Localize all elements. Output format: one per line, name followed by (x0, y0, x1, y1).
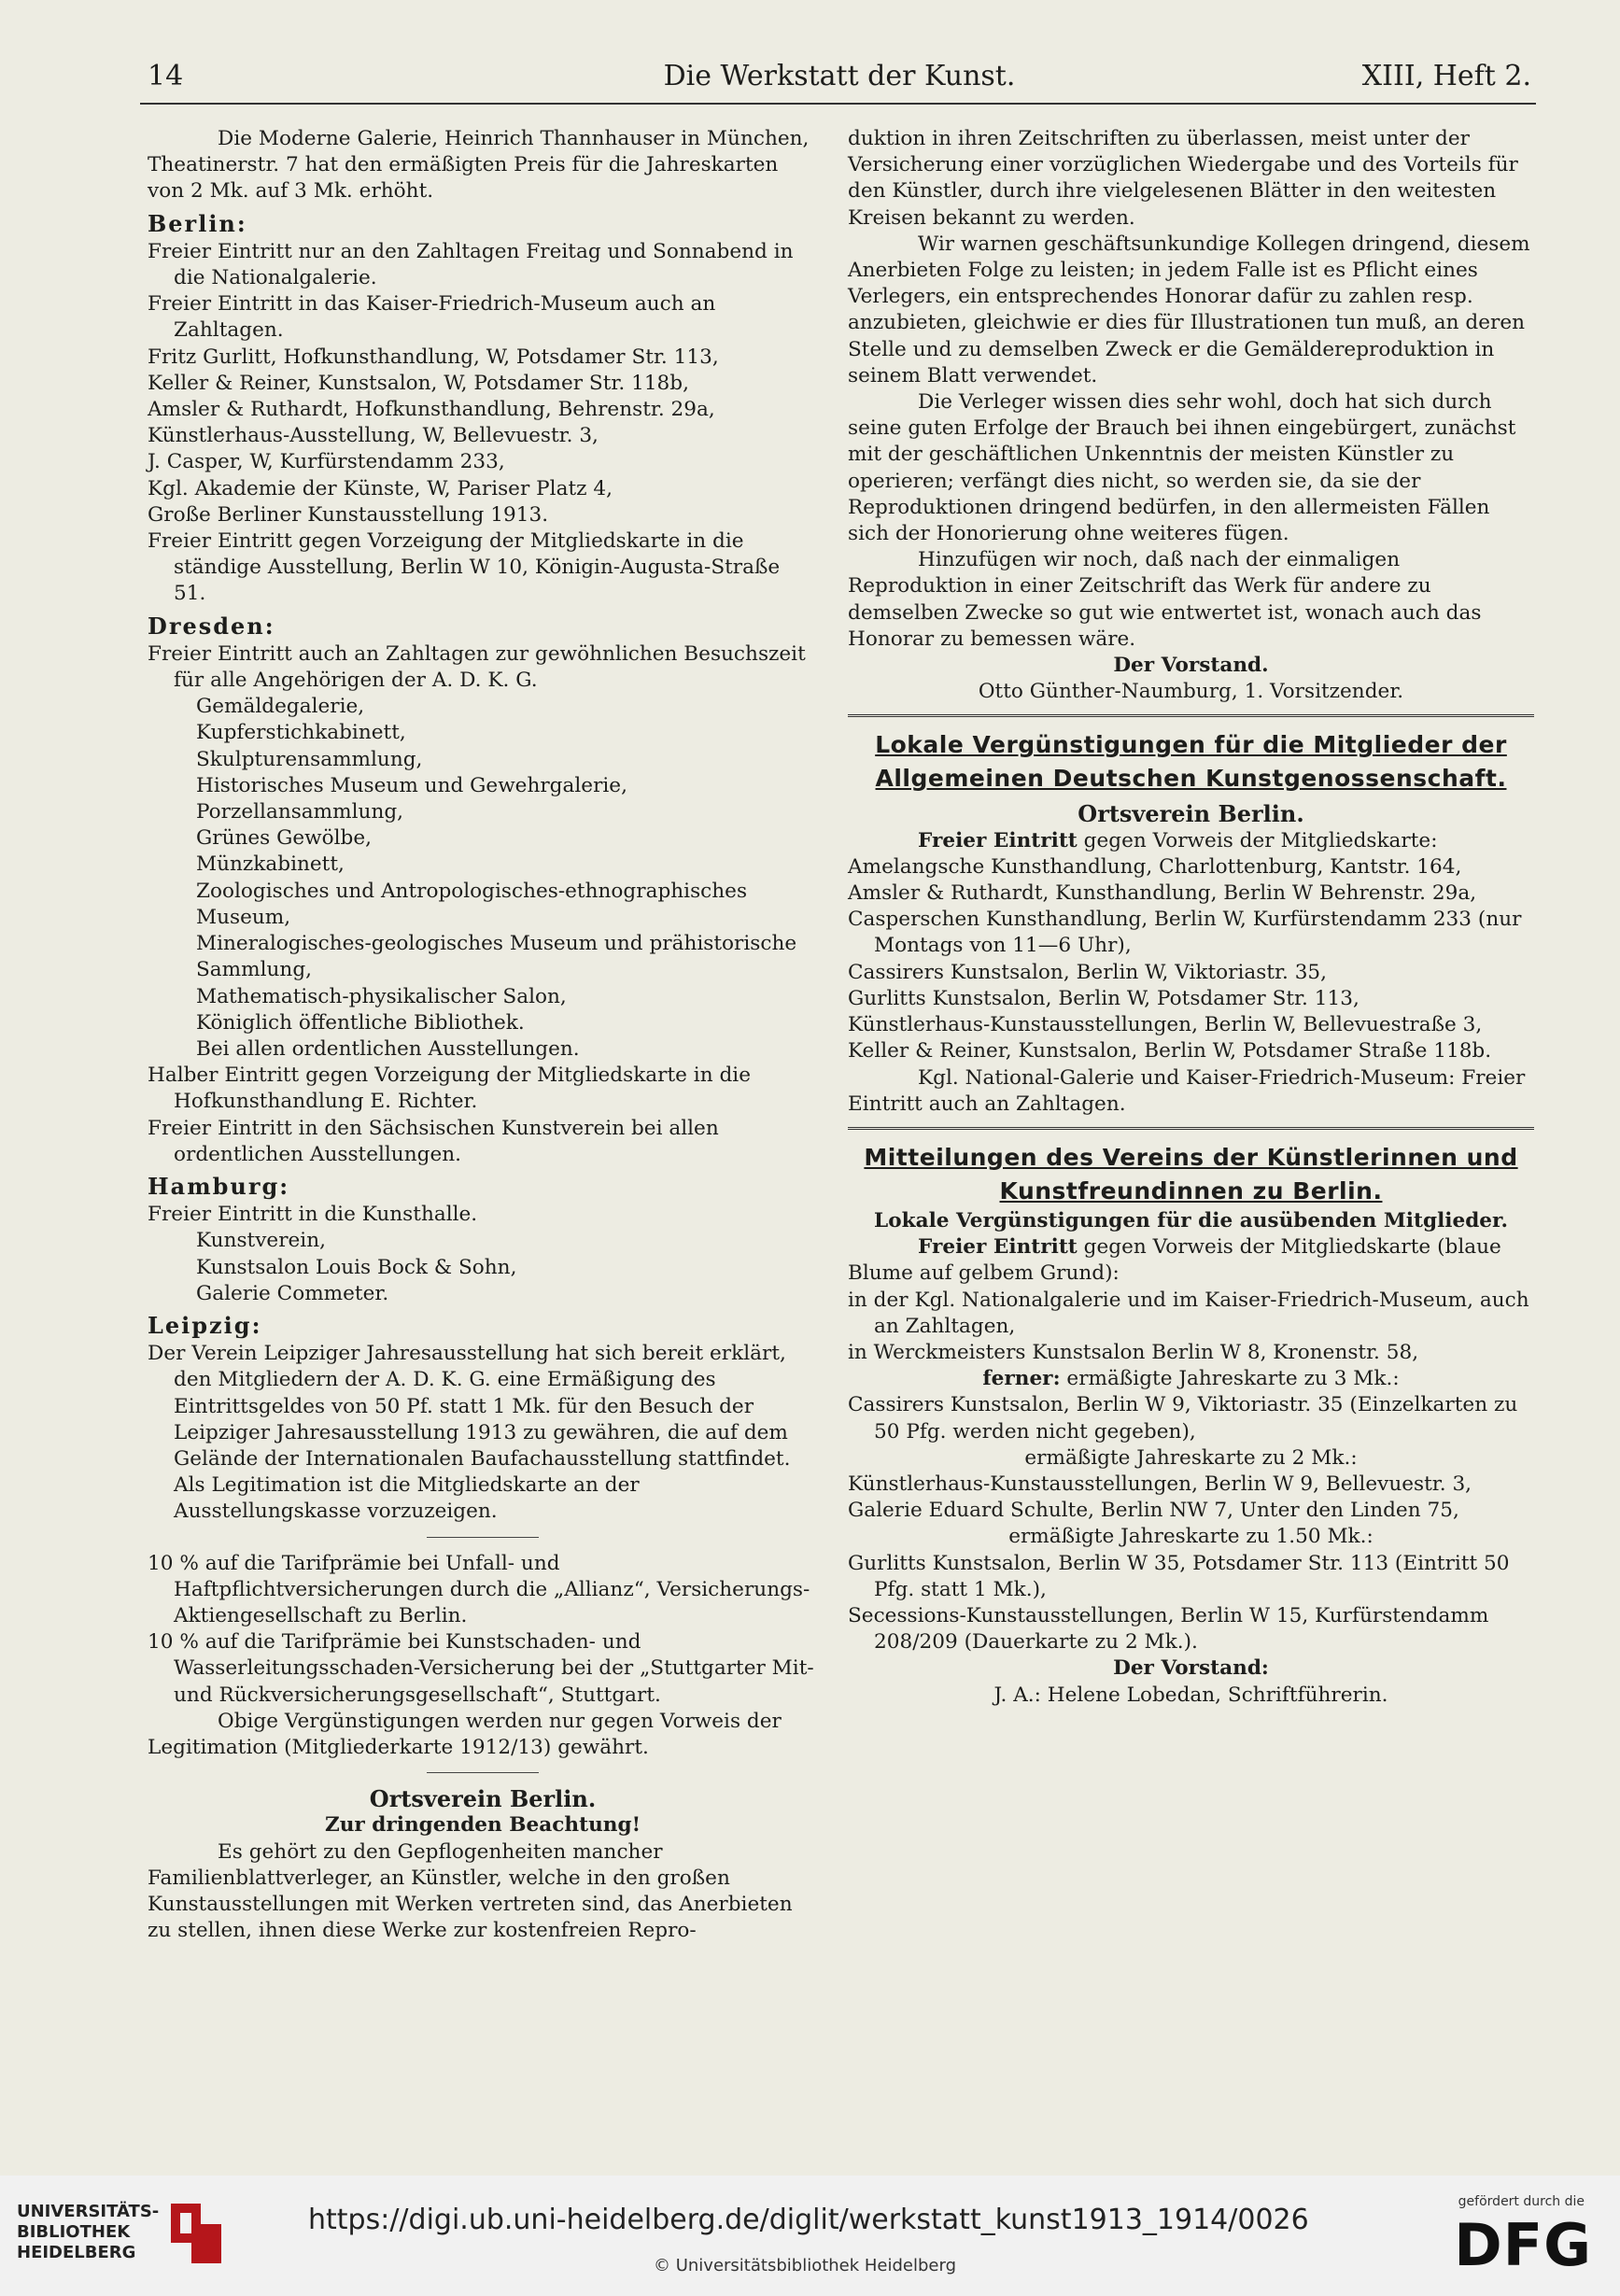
page-number: 14 (148, 60, 184, 92)
double-rule (848, 1127, 1534, 1130)
double-rule (848, 714, 1534, 717)
berlin-item: Keller & Reiner, Kunstsalon, W, Potsdamer Str. 118b, (148, 371, 689, 395)
library-logo-text: UNIVERSITÄTS- BIBLIOTHEK HEIDELBERG (17, 2202, 160, 2262)
signature-heading: Der Vorstand. (1113, 654, 1269, 678)
board-signature: J. A.: Helene Lobedan, Schriftführerin. (993, 1683, 1388, 1707)
ortsverein-heading: Ortsverein Berlin. (369, 1785, 597, 1813)
dresden-item: Kupferstichkabinett, (196, 721, 406, 745)
venue-item: in der Kgl. Nationalgalerie und im Kaiser-Friedrich-Museum, auch an Zahltagen, (848, 1288, 1529, 1338)
article-paragraph: Hinzufügen wir noch, daß nach der einmaligen Reproduktion in einer Zeitschrift das Werk für andere zu demselben Zwecke so gut wie entwertet ist, wonach auch das Honorar zu bemessen wäre. (848, 548, 1482, 651)
venue-note: Kgl. National-Galerie und Kaiser-Friedrich-Museum: Freier Eintritt auch an Zahltagen. (848, 1065, 1526, 1116)
free-entry-label: Freier Eintritt (918, 828, 1078, 852)
venue-item: Künstlerhaus-Kunstausstellungen, Berlin W 9, Bellevuestr. 3, (848, 1472, 1472, 1496)
section-title: Lokale Vergünstigungen für die Mitglieder der (875, 731, 1507, 759)
venue-item: Cassirers Kunstsalon, Berlin W 9, Viktoriastr. 35 (Einzelkarten zu 50 Pfg. werden nicht gegeben), (848, 1393, 1518, 1444)
leipzig-heading: Leipzig: (148, 1311, 262, 1339)
further-text: ermäßigte Jahreskarte zu 3 Mk.: (1060, 1367, 1400, 1391)
dresden-item: Mineralogisches-geologisches Museum und prähistorische Sammlung, (196, 932, 797, 982)
hamburg-item: Kunstverein, (196, 1229, 326, 1253)
right-column (848, 126, 1534, 1709)
dresden-more: Freier Eintritt in den Sächsischen Kunstverein bei allen ordentlichen Ausstellungen. (148, 1116, 719, 1166)
price-heading: ermäßigte Jahreskarte zu 1.50 Mk.: (1008, 1525, 1373, 1549)
berlin-item: Freier Eintritt nur an den Zahltagen Freitag und Sonnabend in die Nationalgalerie. (148, 239, 794, 290)
berlin-item: J. Casper, W, Kurfürstendamm 233, (148, 450, 505, 474)
ortsverein-text: Es gehört zu den Gepflogenheiten mancher Familienblattverleger, an Künstler, welche in den großen Kunstausstellungen mit Werken vertreten sind, das Anerbieten zu stellen, ihnen diese Werke zur kostenfreien Repro- (148, 1839, 793, 1943)
berlin-item: Amsler & Ruthardt, Hofkunsthandlung, Behrenstr. 29a, (148, 398, 715, 422)
insurance-note: Obige Vergünstigungen werden nur gegen Vorweis der Legitimation (Mitgliederkarte 1912/13) gewährt. (148, 1709, 782, 1759)
berlin-item: Freier Eintritt gegen Vorzeigung der Mitgliedskarte in die ständige Ausstellung, Berlin W 10, Königin-Augusta-Straße 51. (148, 529, 781, 606)
price-heading: ermäßigte Jahreskarte zu 2 Mk.: (1024, 1445, 1358, 1470)
free-entry-text: gegen Vorweis der Mitgliedskarte: (1077, 828, 1438, 852)
berlin-item: Kgl. Akademie der Künste, W, Pariser Platz 4, (148, 476, 613, 500)
header-rule (140, 103, 1536, 105)
venue-item: in Werckmeisters Kunstsalon Berlin W 8, Kronenstr. 58, (848, 1340, 1419, 1364)
benefits-heading: Lokale Vergünstigungen für die ausübenden Mitglieder. (874, 1208, 1508, 1233)
signature: Otto Günther-Naumburg, 1. Vorsitzender. (978, 680, 1404, 704)
board-heading: Der Vorstand: (1113, 1656, 1269, 1681)
further-label: ferner: (982, 1367, 1061, 1391)
section-title: Kunstfreundinnen zu Berlin. (999, 1176, 1383, 1204)
hamburg-item: Galerie Commeter. (196, 1281, 389, 1305)
venue-item: Gurlitts Kunstsalon, Berlin W, Potsdamer Str. 113, (848, 986, 1359, 1010)
permalink-url[interactable]: https://digi.ub.uni-heidelberg.de/diglit/werkstatt_kunst1913_1914/0026 (308, 2204, 1309, 2236)
article-paragraph: Die Verleger wissen dies sehr wohl, doch hat sich durch seine guten Erfolge der Brauch bei ihnen eingebürgert, zunächst mit der geschäftlichen Unkenntnis der meisten Künstler zu operieren; verfängt dies nicht, so werden sie, da sie der Reproduktionen dringend bedürfen, in den allermeisten Fällen sich der Honorierung ohne weiteres fügen. (848, 390, 1516, 546)
insurance-note: 10 % auf die Tarifprämie bei Unfall- und Haftpflichtversicherungen durch die „Allianz“, Versicherungs-Aktiengesellschaft zu Berlin. (148, 1551, 810, 1627)
dresden-item: Skulpturensammlung, (196, 747, 423, 771)
intro-paragraph: Die Moderne Galerie, Heinrich Thannhauser in München, Theatinerstr. 7 hat den ermäßigten Preis für die Jahreskarten von 2 Mk. auf 3 Mk. erhöht. (148, 127, 810, 204)
hamburg-item: Freier Eintritt in die Kunsthalle. (148, 1203, 478, 1227)
free-entry-text: gegen Vorweis der Mitgliedskarte (blaue Blume auf gelbem Grund): (848, 1235, 1501, 1286)
free-entry-label: Freier Eintritt (918, 1235, 1078, 1260)
dresden-item: Münzkabinett, (196, 852, 345, 877)
dresden-item: Bei allen ordentlichen Ausstellungen. (196, 1036, 580, 1061)
leipzig-text: Der Verein Leipziger Jahresausstellung hat sich bereit erklärt, den Mitgliedern der A. D. K. G. eine Ermäßigung des Eintrittsgeldes von 50 Pf. statt 1 Mk. für den Besuch der Leipziger Jahresausstellung 1913 zu gewähren, die auf dem Gelände der Internationalen Baufachausstellung stattfindet. Als Legitimation ist die Mitgliedskarte an der Ausstellungskasse vorzuzeigen. (148, 1342, 791, 1524)
venue-item: Cassirers Kunstsalon, Berlin W, Viktoriastr. 35, (848, 960, 1328, 984)
dresden-item: Zoologisches und Antropologisches-ethnographisches Museum, (196, 879, 748, 929)
section-separator (427, 1537, 539, 1538)
library-seal-icon (163, 2196, 229, 2271)
venue-item: Künstlerhaus-Kunstausstellungen, Berlin W, Bellevuestraße 3, (848, 1013, 1483, 1037)
issue-number: XIII, Heft 2. (1361, 60, 1531, 92)
section-title: Allgemeinen Deutschen Kunstgenossenschaft. (875, 765, 1507, 793)
dresden-item: Historisches Museum und Gewehrgalerie, (196, 773, 627, 797)
dresden-item: Grünes Gewölbe, (196, 826, 372, 851)
dresden-item: Königlich öffentliche Bibliothek. (196, 1010, 525, 1035)
dresden-item: Mathematisch-physikalischer Salon, (196, 984, 567, 1008)
journal-title: Die Werkstatt der Kunst. (663, 60, 1016, 92)
venue-item: Galerie Eduard Schulte, Berlin NW 7, Unter den Linden 75, (848, 1499, 1459, 1523)
berlin-heading: Berlin: (148, 209, 247, 237)
dresden-intro: Freier Eintritt auch an Zahltagen zur gewöhnlichen Besuchszeit für alle Angehörigen der A. D. K. G. (148, 641, 806, 693)
attention-heading: Zur dringenden Beachtung! (324, 1813, 641, 1838)
berlin-item: Fritz Gurlitt, Hofkunsthandlung, W, Potsdamer Str. 113, (148, 345, 719, 369)
section-title: Mitteilungen des Vereins der Künstlerinnen und (864, 1143, 1518, 1171)
dresden-item: Gemäldegalerie, (196, 695, 365, 719)
insurance-note: 10 % auf die Tarifprämie bei Kunstschaden- und Wasserleitungsschaden-Versicherung bei der „Stuttgarter Mit- und Rückversicherungsgesellschaft“, Stuttgart. (148, 1630, 814, 1707)
dresden-more: Halber Eintritt gegen Vorzeigung der Mitgliedskarte in die Hofkunsthandlung E. Richter. (148, 1063, 751, 1114)
page-header (148, 56, 1531, 101)
venue-item: Casperschen Kunsthandlung, Berlin W, Kurfürstendamm 233 (nur Montags von 11—6 Uhr), (848, 908, 1522, 958)
article-paragraph: Wir warnen geschäftsunkundige Kollegen dringend, diesem Anerbieten Folge zu leisten; in jedem Falle ist es Pflicht eines Verlegers, ein entsprechendes Honorar dafür zu zahlen resp. anzubieten, gleichwie er dies für Illustrationen tun muß, an deren Stelle und zu demselben Zweck er die Gemäldereproduktion in seinem Blatt verwendet. (848, 232, 1530, 387)
venue-item: Amelangsche Kunsthandlung, Charlottenburg, Kantstr. 164, (848, 854, 1462, 879)
berlin-item: Künstlerhaus-Ausstellung, W, Bellevuestr. 3, (148, 424, 599, 448)
section-separator (427, 1772, 539, 1773)
berlin-item: Freier Eintritt in das Kaiser-Friedrich-Museum auch an Zahltagen. (148, 292, 716, 343)
venue-item: Keller & Reiner, Kunstsalon, Berlin W, Potsdamer Straße 118b. (848, 1039, 1492, 1063)
venue-item: Secessions-Kunstausstellungen, Berlin W 15, Kurfürstendamm 208/209 (Dauerkarte zu 2 Mk.). (848, 1603, 1489, 1655)
dresden-heading: Dresden: (148, 612, 275, 640)
left-column (148, 126, 818, 1944)
berlin-item: Große Berliner Kunstausstellung 1913. (148, 502, 549, 527)
hamburg-heading: Hamburg: (148, 1172, 290, 1200)
copyright-text: © Universitätsbibliothek Heidelberg (654, 2256, 957, 2275)
funded-by-text: gefördert durch die (1458, 2194, 1585, 2209)
ortsverein-heading: Ortsverein Berlin. (1078, 800, 1304, 828)
viewer-footer (0, 2176, 1620, 2296)
dfg-logo: DFG (1454, 2211, 1592, 2279)
dresden-item: Porzellansammlung, (196, 800, 404, 824)
venue-item: Gurlitts Kunstsalon, Berlin W 35, Potsdamer Str. 113 (Eintritt 50 Pfg. statt 1 Mk.), (848, 1551, 1510, 1601)
venue-item: Amsler & Ruthardt, Kunsthandlung, Berlin W Behrenstr. 29a, (848, 881, 1477, 906)
hamburg-item: Kunstsalon Louis Bock & Sohn, (196, 1255, 517, 1279)
article-paragraph: duktion in ihren Zeitschriften zu überlassen, meist unter der Versicherung einer vorzüglichen Wiedergabe und des Vorteils für den Künstler, durch ihre vielgelesenen Blätter in den weitesten Kreisen bekannt zu werden. (848, 127, 1518, 230)
